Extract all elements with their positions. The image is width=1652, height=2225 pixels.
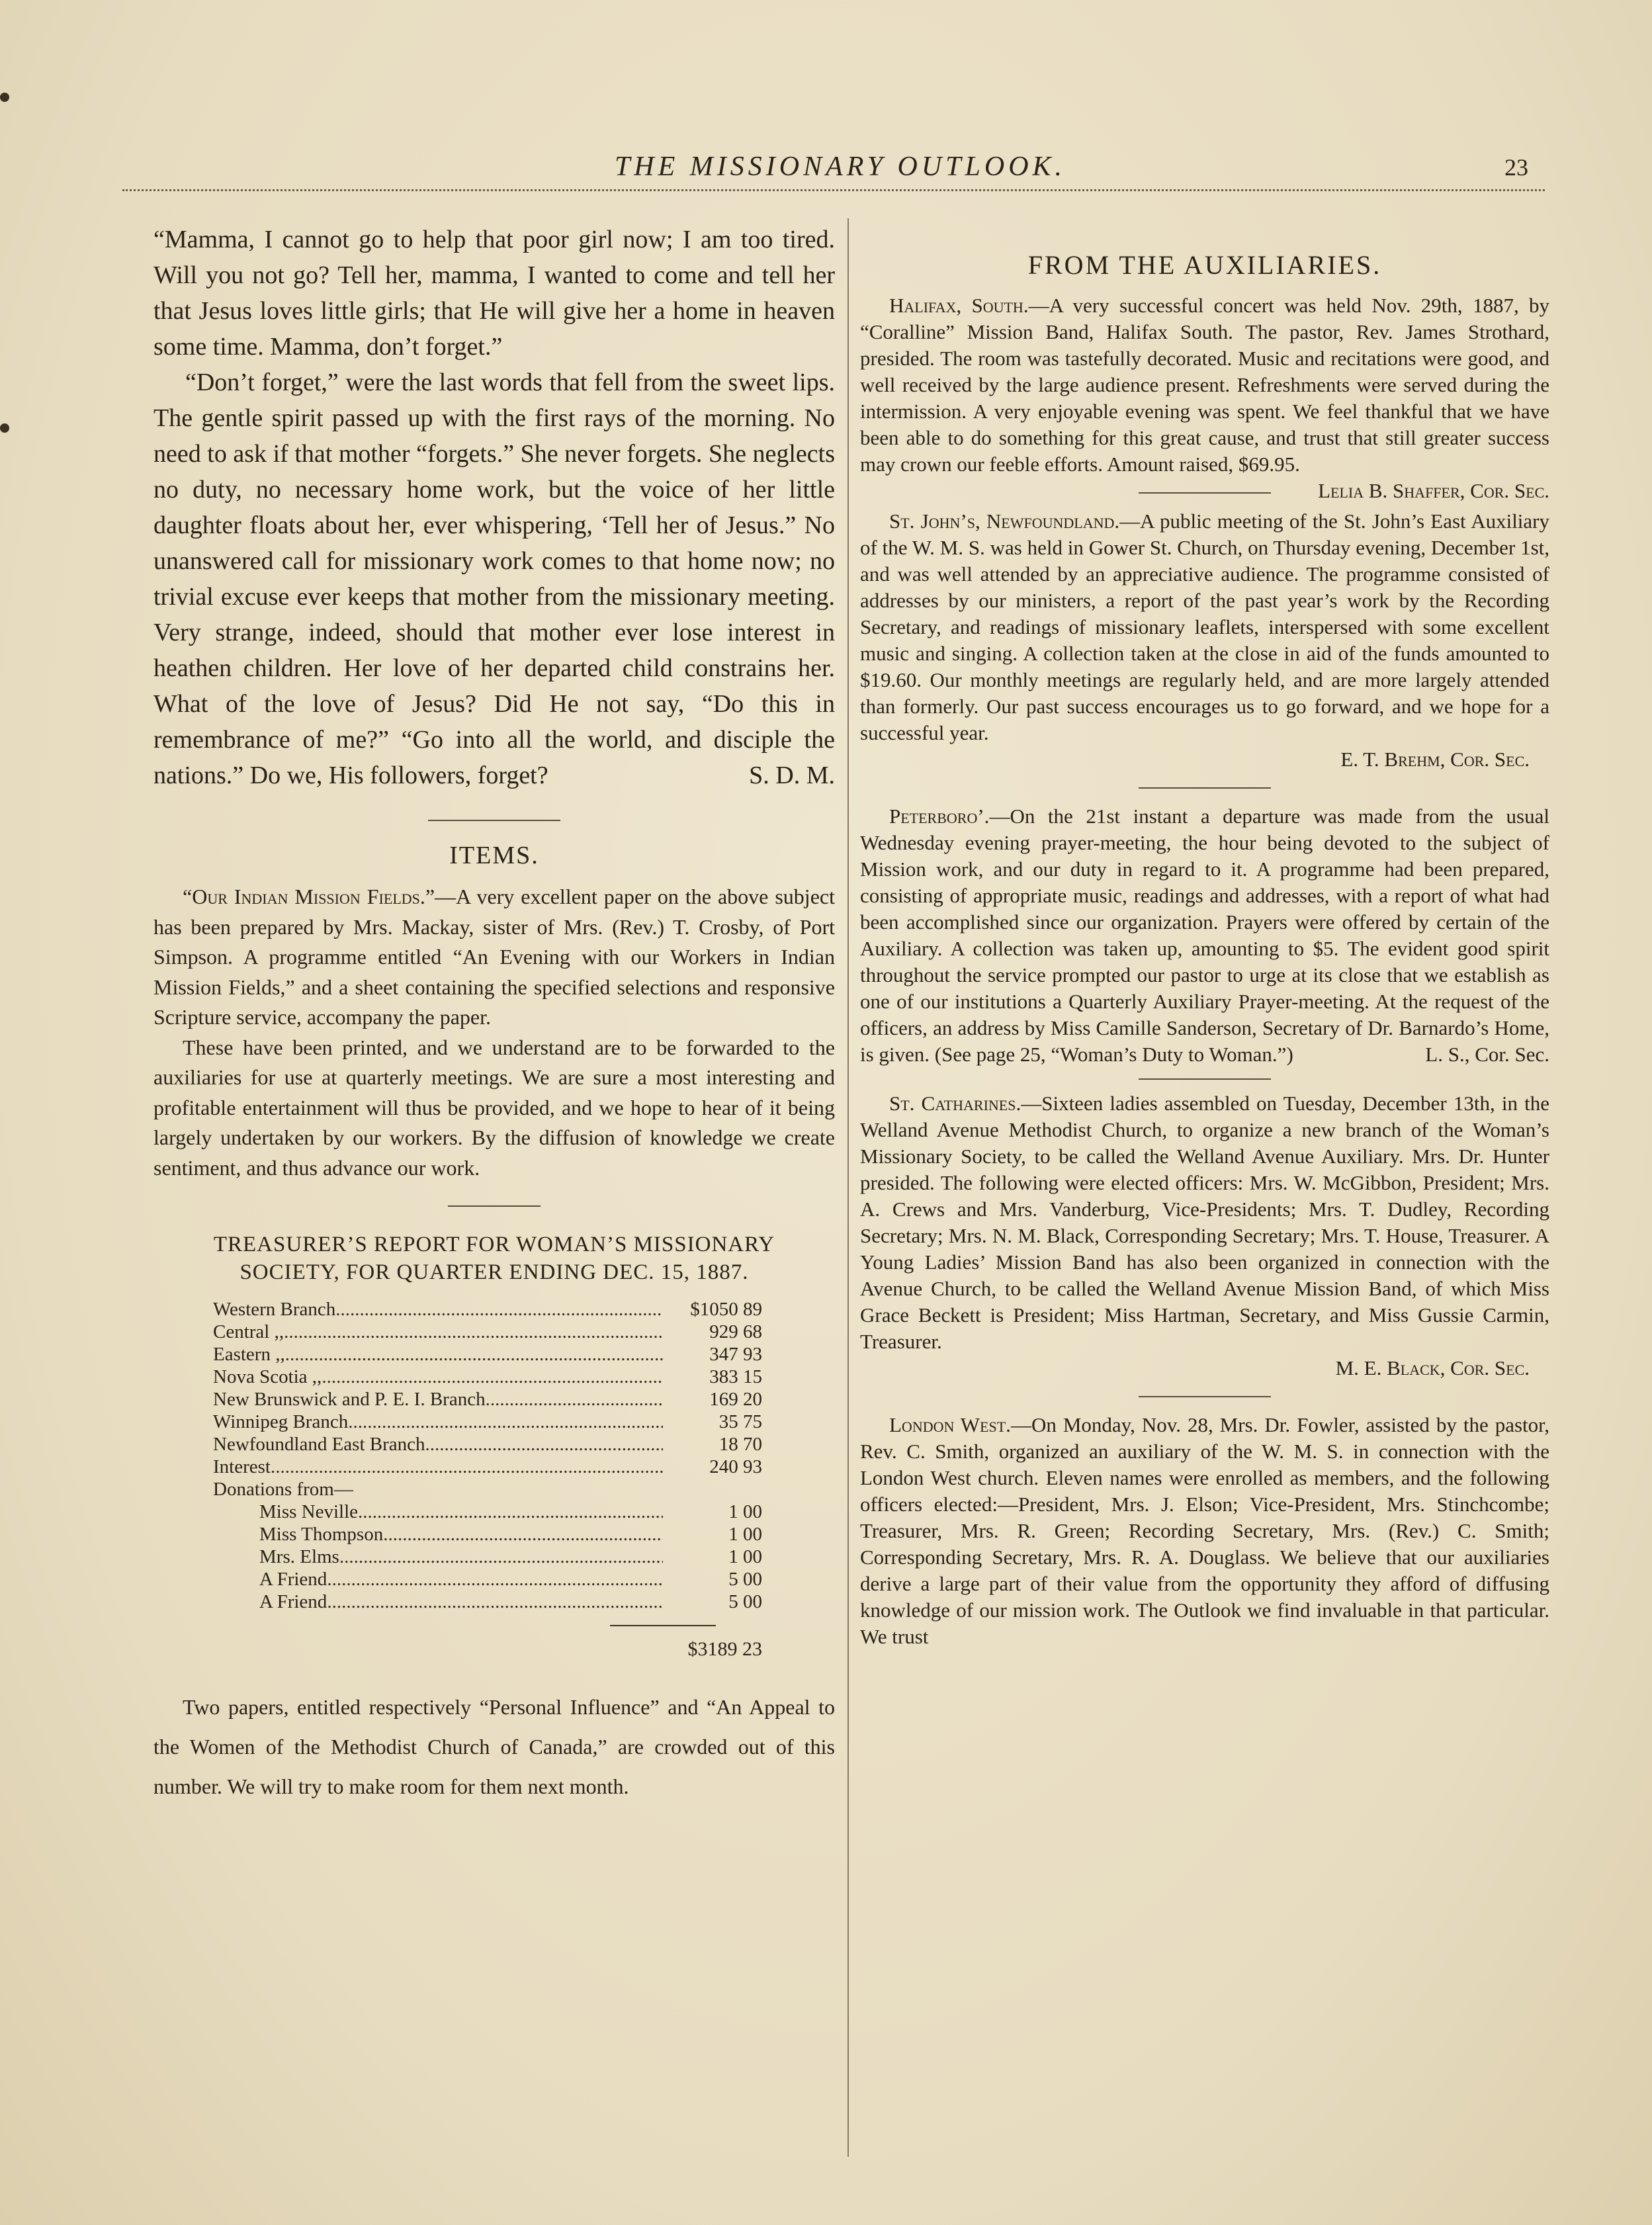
report-row: Nova Scotia ,, ..... 383 15 [213, 1366, 762, 1388]
report-row: Winnipeg Branch ..... 35 75 [213, 1411, 762, 1433]
total-rule [610, 1625, 716, 1626]
items-lead: “Our Indian Mission Fields.” [183, 885, 435, 908]
report-halifax [860, 292, 1550, 502]
report-title-line: TREASURER’S REPORT FOR WOMAN’S MISSIONARY [213, 1233, 775, 1256]
section-rule [1139, 1078, 1271, 1080]
donation-row: A Friend ..... 5 00 [213, 1591, 762, 1613]
column-divider [848, 218, 849, 2157]
report-peterboro [860, 803, 1549, 1068]
story-paragraph: “Mamma, I cannot go to help that poor girl now; I am too tired. Will you not go? Tell her, mamma, I wanted to come and tell her that Jesus loves little girls; that He will give her a home in heaven some time. Mamma, don’t forget.” [153, 226, 835, 361]
report-signature: Lelia B. Shaffer, Cor. Sec. [1318, 479, 1549, 502]
items-text: —A very excellent paper on the above subject has been prepared by Mrs. Mackay, sister of Mrs. (Rev.) T. Crosby, of Port Simpson. A programme entitled “An Evening with our Workers in Indian Mission Fields,” and a sheet containing the specified selections and responsive Scripture service, accompany the paper. [153, 885, 835, 1029]
report-signature: L. S., Cor. Sec. [1425, 1043, 1549, 1066]
report-text: —On Monday, Nov. 28, Mrs. Dr. Fowler, assisted by the pastor, Rev. C. Smith, organized an auxiliary of the W. M. S. in connection with the London West church. Eleven names were enrolled as members, and the following officers elected:—President, Mrs. J. Elson; Vice-President, Mrs. Stinchcombe; Treasurer, Mrs. R. Green; Recording Secretary, Mrs. (Rev.) C. Smith; Corresponding Secretary, Mrs. R. A. Douglass. We believe that our auxiliaries derive a large part of their value from the opportunity they afford of diffusing knowledge of our mission work. The Outlook we find invaluable in that particular. We trust [860, 1413, 1550, 1648]
donation-row: A Friend ..... 5 00 [213, 1568, 762, 1591]
items-heading: ITEMS. [449, 842, 539, 869]
left-column [153, 222, 835, 1806]
section-rule [1139, 492, 1271, 494]
report-lead: Peterboro’. [889, 805, 990, 828]
page-number: 23 [1504, 154, 1528, 181]
story-paragraph [153, 365, 835, 793]
report-text: —A very successful concert was held Nov. 29th, 1887, by “Coralline” Mission Band, Halifax South. The pastor, Rev. James Strothard, presided. The room was tastefully decorated. Music and recitations were good, and well received by the large audience present. Refreshments were served during the intermission. A very enjoyable evening was spent. We feel thankful that we have been able to do something for this great cause, and trust that still greater success may crown our feeble efforts. Amount raised, $69.95. [860, 294, 1550, 476]
report-st-johns [860, 508, 1549, 773]
section-rule [448, 1205, 541, 1207]
report-lead: St. John’s, Newfoundland. [889, 509, 1120, 533]
donation-row: Miss Thompson ..... 1 00 [213, 1523, 762, 1546]
header-rule [122, 189, 1545, 191]
right-column [860, 222, 1549, 1650]
treasurer-report-table [213, 1298, 762, 1613]
report-text: —On the 21st instant a departure was made from the usual Wednesday evening prayer-meeting, the hour being devoted to the subject of Mission work, and our duty in regard to it. A programme had been prepared, consisting of appropriate music, readings and addresses, with a report of what had been accomplished since our organization. Prayers were offered by certain of the Auxiliary. A collection was taken up, amounting to $5. The evident good spirit throughout the service prompted our pastor to urge at its close that we establish as one of our institutions a Quarterly Auxiliary Prayer-meeting. At the request of the officers, an address by Miss Camille Sanderson, Secretary of Dr. Barnardo’s Home, is given. (See page 25, “Woman’s Duty to Woman.”) [860, 805, 1549, 1066]
donations-label-row: Donations from— [213, 1479, 353, 1500]
section-rule [428, 820, 560, 821]
donation-row: Miss Neville ..... 1 00 [213, 1501, 762, 1523]
section-rule [1139, 1396, 1271, 1397]
auxiliaries-heading: FROM THE AUXILIARIES. [1027, 250, 1382, 280]
section-rule [1139, 787, 1271, 789]
report-lead: St. Catharines. [889, 1092, 1022, 1115]
report-lead: Halifax, South. [889, 294, 1029, 317]
donation-row: Mrs. Elms ..... 1 00 [213, 1546, 762, 1568]
report-row: Newfoundland East Branch ..... 18 70 [213, 1433, 762, 1456]
story-text: “Don’t forget,” were the last words that fell from the sweet lips. The gentle spirit passed up with the first rays of the morning. No need to ask if that mother “forgets.” She never forgets. She neglects no duty, no necessary home work, but the voice of her little daughter floats about her, ever whispering, ‘Tell her of Jesus.” No unanswered call for missionary work comes to that home now; no trivial excuse ever keeps that mother from the missionary meeting. Very strange, indeed, should that mother ever lose interest in heathen children. Her love of her departed child constrains her. What of the love of Jesus? Did He not say, “Do this in remembrance of me?” “Go into all the world, and disciple the nations.” Do we, His followers, forget? [153, 369, 835, 789]
report-title-line: SOCIETY, FOR QUARTER ENDING DEC. 15, 1887. [239, 1260, 749, 1284]
report-st-catharines [860, 1090, 1549, 1381]
story-signature: S. D. M. [749, 762, 835, 789]
running-title: THE MISSIONARY OUTLOOK. [614, 152, 1066, 182]
report-title [153, 1231, 835, 1286]
report-text: —A public meeting of the St. John’s East Auxiliary of the W. M. S. was held in Gower St. Church, on Thursday evening, December 1st, and was well attended by an appreciative audience. The programme consisted of addresses by our ministers, a report of the past year’s work by the Recording Secretary, and readings of missionary leaflets, interspersed with some excellent music and singing. A collection taken at the close in aid of the funds amounted to $19.60. Our monthly meetings are regularly held, and are more largely attended than formerly. Our past success encourages us to go forward, and we hope for a successful year. [860, 509, 1549, 744]
edge-mark [0, 423, 9, 433]
edge-mark [0, 93, 9, 102]
report-row: Eastern ,, ..... 347 93 [213, 1343, 762, 1366]
report-text: —Sixteen ladies assembled on Tuesday, December 13th, in the Welland Avenue Methodist Church, to organize a new branch of the Woman’s Missionary Society, to be called the Welland Avenue Auxiliary. Mrs. Dr. Hunter presided. The following were elected officers: Mrs. W. McGibbon, President; Mrs. A. Crews and Mrs. Vanderburg, Vice-Presidents; Mrs. T. Dudley, Recording Secretary; Mrs. N. M. Black, Corresponding Secretary; Mrs. T. House, Treasurer. A Young Ladies’ Mission Band has also been organized in connection with the Avenue Church, to be called the Welland Avenue Mission Band, of which Miss Grace Beckett is President; Miss Hartman, Secretary, and Miss Gussie Carmin, Treasurer. [860, 1092, 1549, 1353]
page-header [119, 151, 1561, 191]
report-row: Interest ..... 240 93 [213, 1456, 762, 1478]
report-row: New Brunswick and P. E. I. Branch ..... 169 20 [213, 1388, 762, 1411]
report-lead: London West. [889, 1413, 1011, 1436]
items-paragraph [153, 882, 835, 1033]
report-row: Western Branch ..... $1050 89 [213, 1298, 762, 1321]
items-paragraph: These have been printed, and we understand are to be forwarded to the auxiliaries for use at quarterly meetings. We are sure a most interesting and profitable entertainment will thus be provided, and we hope to hear of it being largely undertaken by our workers. By the diffusion of knowledge we create sentiment, and thus advance our work. [153, 1035, 835, 1180]
report-signature: E. T. Brehm, Cor. Sec. [1340, 748, 1530, 771]
report-signature: M. E. Black, Cor. Sec. [1335, 1356, 1530, 1379]
closing-note: Two papers, entitled respectively “Personal Influence” and “An Appeal to the Women of the Methodist Church of Canada,” are crowded out of this number. We will try to make room for them next month. [153, 1695, 835, 1798]
report-total: $3189 23 [687, 1638, 762, 1660]
report-london-west [860, 1412, 1549, 1650]
report-row: Central ,, ..... 929 68 [213, 1321, 762, 1343]
